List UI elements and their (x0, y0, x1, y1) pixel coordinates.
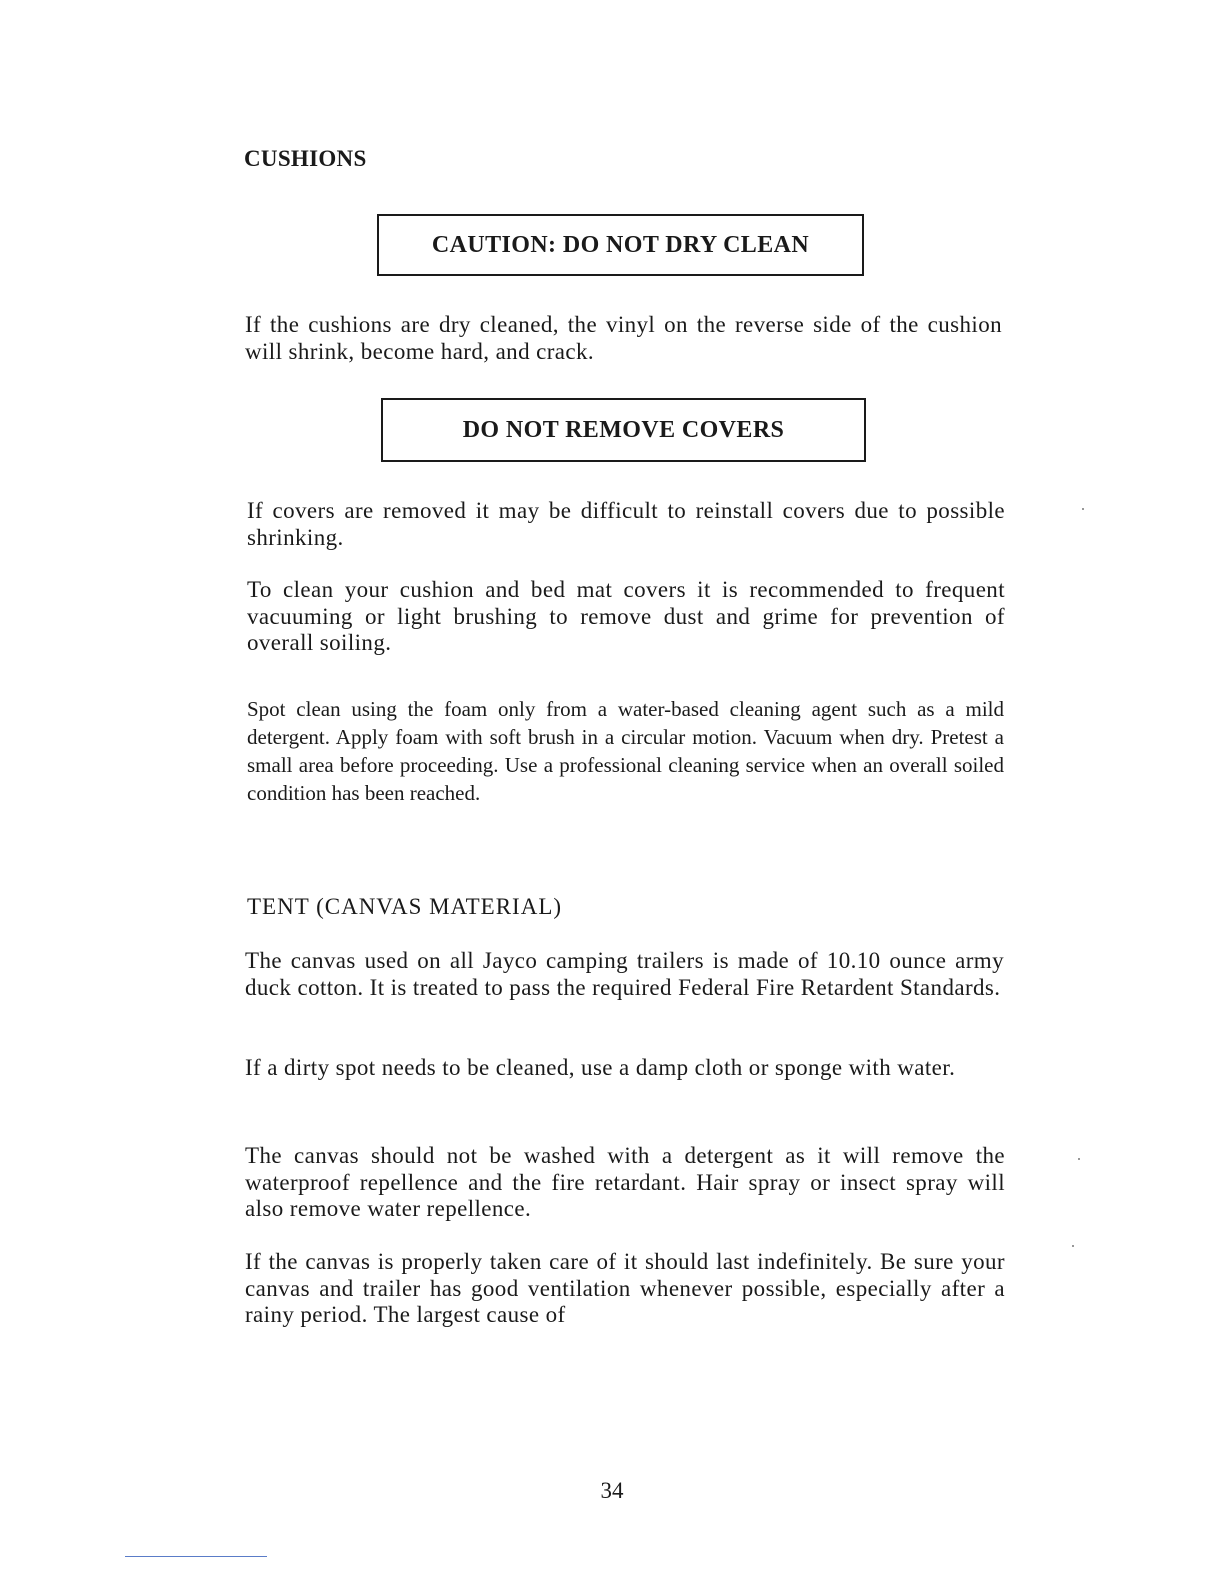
tent-canvas-paragraph: The canvas used on all Jayco camping trailers is made of 10.10 ounce army duck cotton. It is treated to pass the required Federal Fire Retardent Standards. (245, 948, 1004, 1000)
cushions-spot-clean-paragraph: Spot clean using the foam only from a water-based cleaning agent such as a mild detergent. Apply foam with soft brush in a circular motion. Vacuum when dry. Pretest a small area before proceeding. Use a professional cleaning service when an overall soiled condition has been reached. (247, 697, 1004, 805)
tent-dirty-spot-paragraph: If a dirty spot needs to be cleaned, use a damp cloth or sponge with water. (245, 1055, 956, 1080)
scan-speck (1082, 508, 1084, 510)
cushions-covers-paragraph: If covers are removed it may be difficult to reinstall covers due to possible shrinking. (247, 498, 1005, 550)
tent-heading: TENT (CANVAS MATERIAL) (247, 894, 563, 919)
cushions-cleaning-paragraph: To clean your cushion and bed mat covers it is recommended to frequent vacuuming or light brushing to remove dust and grime for prevention of overall soiling. (247, 577, 1005, 655)
cushions-heading: CUSHIONS (244, 146, 367, 171)
scan-speck (1072, 1245, 1074, 1247)
page-number: 34 (600, 1478, 624, 1503)
scan-speck (1078, 1158, 1080, 1160)
cushions-dry-clean-paragraph: If the cushions are dry cleaned, the vinyl on the reverse side of the cushion will shrink, become hard, and crack. (245, 312, 1002, 364)
footer-rule (125, 1556, 267, 1557)
do-not-remove-covers-box: DO NOT REMOVE COVERS (381, 398, 866, 462)
caution-dry-clean-box: CAUTION: DO NOT DRY CLEAN (377, 214, 864, 276)
tent-detergent-paragraph: The canvas should not be washed with a detergent as it will remove the waterproof repellence and the fire retardant. Hair spray or insect spray will also remove water repellence. (245, 1143, 1005, 1221)
tent-care-paragraph: If the canvas is properly taken care of it should last indefinitely. Be sure your canvas and trailer has good ventilation whenever possible, especially after a rainy period. The largest cause of (245, 1249, 1005, 1327)
